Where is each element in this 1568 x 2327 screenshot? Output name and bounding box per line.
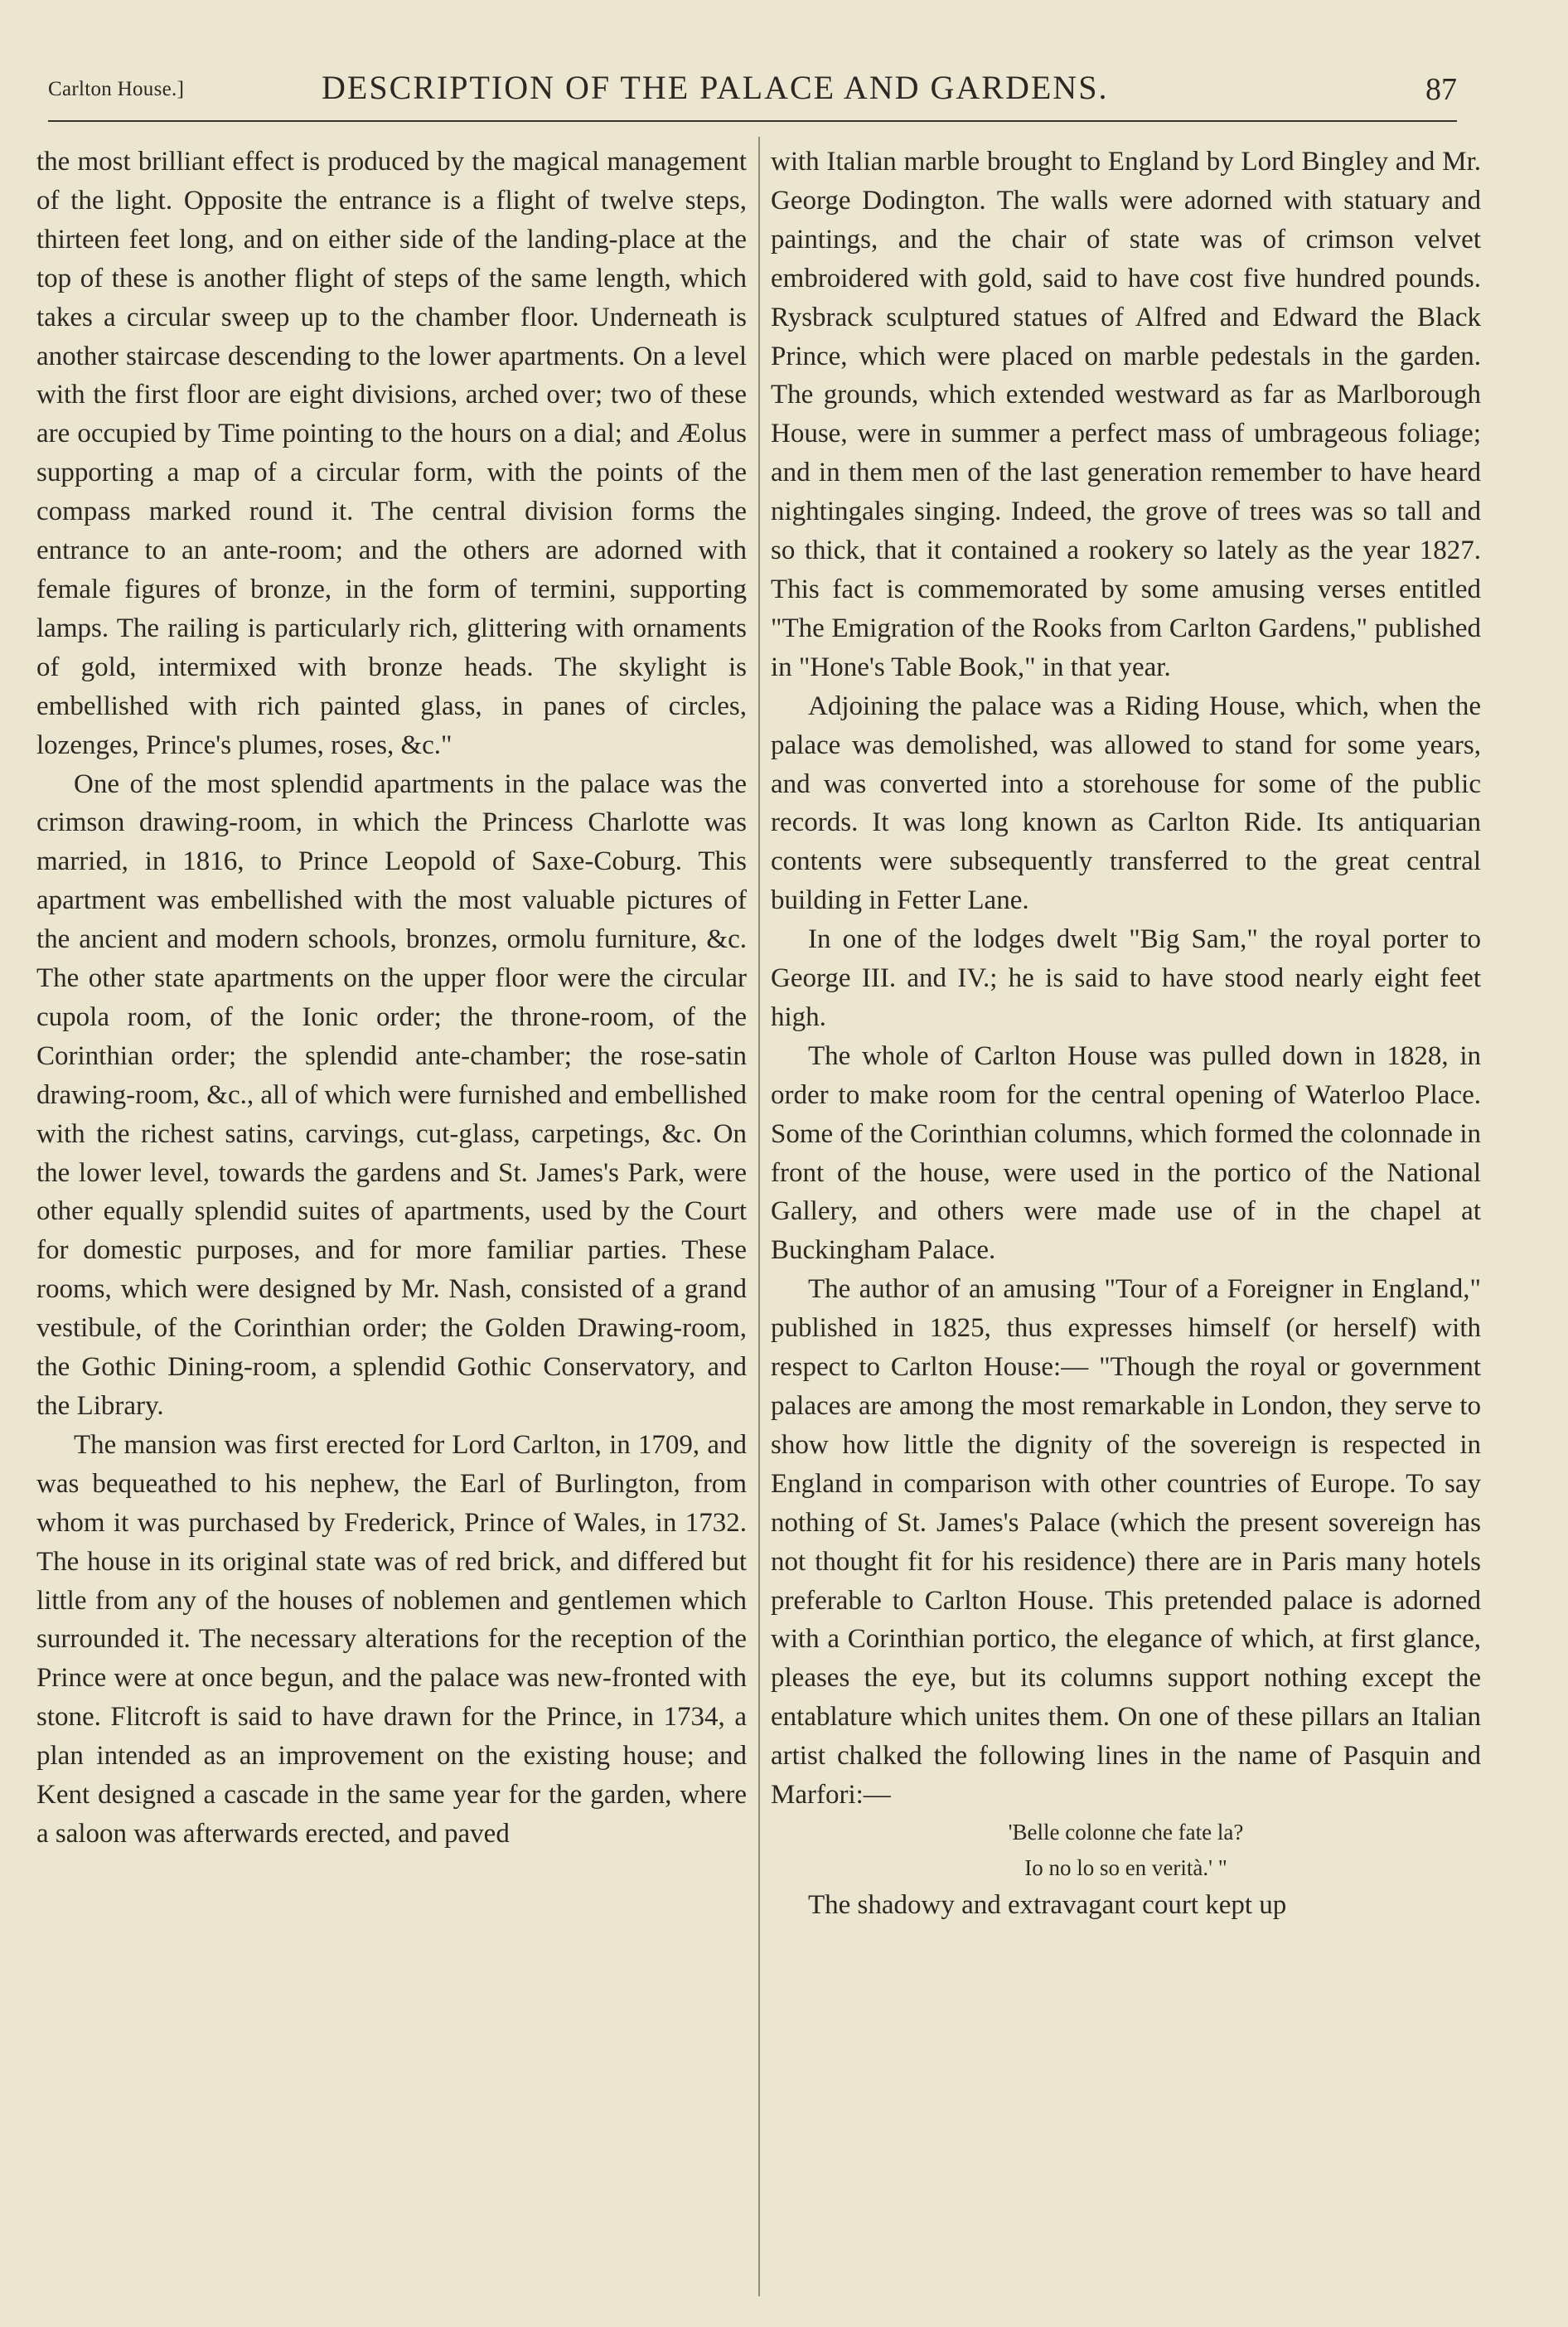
- left-paragraph-1: the most brilliant effect is produced by the magical management of the light. Opposite the entrance is a flight of twelve steps, thirteen feet long, and on either side of the landing-place at the top of these is another flight of steps of the same length, which takes a circular sweep up to the chamber floor. Underneath is another staircase descending to the lower apartments. On a level with the first floor are eight divisions, arched over; two of these are occupied by Time pointing to the hours on a dial; and Æolus supporting a map of a circular form, with the points of the compass marked round it. The central division forms the entrance to an ante-room; and the others are adorned with female figures of bronze, in the form of termini, supporting lamps. The railing is particularly rich, glittering with ornaments of gold, intermixed with bronze heads. The skylight is embellished with rich painted glass, in panes of circles, lozenges, Prince's plumes, roses, &c.": [36, 147, 747, 760]
- column-divider: [758, 137, 760, 2296]
- right-paragraph-1: with Italian marble brought to England by Lord Bingley and Mr. George Dodington. The walls were adorned with statuary and paintings, and the chair of state was of crimson velvet embroidered with gold, said to have cost five hundred pounds. Rysbrack sculptured statues of Alfred and Edward the Black Prince, which were placed on marble pedestals in the garden. The grounds, which extended westward as far as Marlborough House, were in summer a perfect mass of umbrageous foliage; and in them men of the last generation remember to have heard nightingales singing. Indeed, the grove of trees was so tall and so thick, that it contained a rookery so lately as the year 1827. This fact is commemorated by some amusing verses entitled "The Emigration of the Rooks from Carlton Gardens," published in "Hone's Table Book," in that year.: [771, 147, 1481, 682]
- quoted-verse: [771, 1815, 1481, 1886]
- right-paragraph-5: The author of an amusing "Tour of a Foreigner in England," published in 1825, thus expresses himself (or herself) with respect to Carlton House:— "Though the royal or government palaces are among the most remarkable in London, they serve to show how little the dignity of the sovereign is respected in England in comparison with other countries of Europe. To say nothing of St. James's Palace (which the present sovereign has not thought fit for his residence) there are in Paris many hotels preferable to Carlton House. This pretended palace is adorned with a Corinthian portico, the elegance of which, at first glance, pleases the eye, but its columns support nothing except the entablature which unites them. On one of these pillars an Italian artist chalked the following lines in the name of Pasquin and Marfori:—: [771, 1274, 1481, 1811]
- left-paragraph-3: The mansion was first erected for Lord Carlton, in 1709, and was bequeathed to his nephew, the Earl of Burlington, from whom it was purchased by Frederick, Prince of Wales, in 1732. The house in its original state was of red brick, and differed but little from any of the houses of noblemen and gentlemen which surrounded it. The necessary alterations for the reception of the Prince were at once begun, and the palace was new-fronted with stone. Flitcroft is said to have drawn for the Prince, in 1734, a plan intended as an improvement on the existing house; and Kent designed a cascade in the same year for the garden, where a saloon was afterwards erected, and paved: [36, 1429, 747, 1849]
- right-paragraph-6: The shadowy and extravagant court kept up: [808, 1889, 1287, 1920]
- page-number: 87: [1425, 72, 1457, 107]
- verse-line-1: 'Belle colonne che fate la?: [1008, 1819, 1244, 1845]
- left-column: [36, 143, 747, 1854]
- verse-line-2: Io no lo so en verità.' ": [1024, 1854, 1227, 1880]
- right-paragraph-2: Adjoining the palace was a Riding House, which, when the palace was demolished, was allowed to stand for some years, and was converted into a storehouse for some of the public records. It was long known as Carlton Ride. Its antiquarian contents were subsequently transferred to the great central building in Fetter Lane.: [771, 691, 1481, 916]
- page-title: DESCRIPTION OF THE PALACE AND GARDENS.: [322, 69, 1109, 106]
- right-paragraph-3: In one of the lodges dwelt "Big Sam," the royal porter to George III. and IV.; he is said to have stood nearly eight feet high.: [771, 924, 1481, 1032]
- right-paragraph-4: The whole of Carlton House was pulled down in 1828, in order to make room for the central opening of Waterloo Place. Some of the Corinthian columns, which formed the colonnade in front of the house, were used in the portico of the National Gallery, and others were made use of in the chapel at Buckingham Palace.: [771, 1040, 1481, 1266]
- right-column: [771, 143, 1481, 1925]
- header-rule: [48, 120, 1457, 122]
- running-head: Carlton House.]: [48, 78, 185, 100]
- page-header: [48, 65, 1457, 123]
- left-paragraph-2: One of the most splendid apartments in the palace was the crimson drawing-room, in which the Princess Charlotte was married, in 1816, to Prince Leopold of Saxe-Coburg. This apartment was embellished with the most valuable pictures of the ancient and modern schools, bronzes, ormolu furniture, &c. The other state apartments on the upper floor were the circular cupola room, of the Ionic order; the throne-room, of the Corinthian order; the splendid ante-chamber; the rose-satin drawing-room, &c., all of which were furnished and embellished with the richest satins, carvings, cut-glass, carpetings, &c. On the lower level, towards the gardens and St. James's Park, were other equally splendid suites of apartments, used by the Court for domestic purposes, and for more familiar parties. These rooms, which were designed by Mr. Nash, consisted of a grand vestibule, of the Corinthian order; the Golden Drawing-room, the Gothic Dining-room, a splendid Gothic Conservatory, and the Library.: [36, 768, 747, 1421]
